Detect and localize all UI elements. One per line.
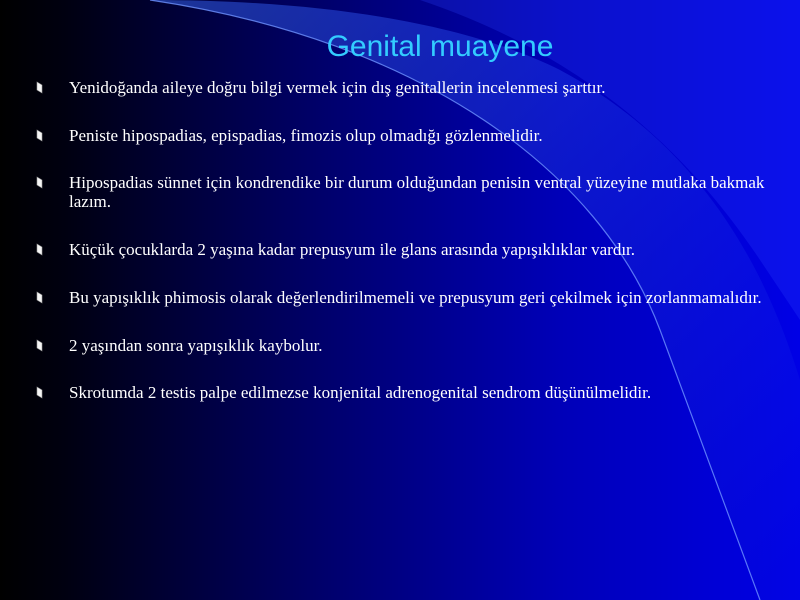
bullet-item xyxy=(0,78,769,97)
bullet-list xyxy=(0,78,800,431)
bullet-item xyxy=(0,173,769,211)
bullet-marker-icon xyxy=(36,386,43,399)
bullet-text: Peniste hipospadias, epispadias, fimozis olup olmadığı gözlenmelidir. xyxy=(69,126,543,145)
bullet-item xyxy=(0,336,769,355)
bullet-text: 2 yaşından sonra yapışıklık kaybolur. xyxy=(69,336,323,355)
bullet-text: Bu yapışıklık phimosis olarak değerlendirilmemeli ve prepusyum geri çekilmek için zorlanmamalıdır. xyxy=(69,288,762,307)
bullet-marker-icon xyxy=(36,243,43,256)
bullet-item xyxy=(0,383,769,402)
bullet-item xyxy=(0,288,769,307)
bullet-text: Hipospadias sünnet için kondrendike bir durum olduğundan penisin ventral yüzeyine mutlaka bakmak lazım. xyxy=(69,173,765,211)
bullet-marker-icon xyxy=(36,129,43,142)
bullet-marker-icon xyxy=(36,81,43,94)
slide-title: Genital muayene xyxy=(326,30,554,63)
bullet-item xyxy=(0,126,769,145)
bullet-text: Küçük çocuklarda 2 yaşına kadar prepusyum ile glans arasında yapışıklıklar vardır. xyxy=(69,240,636,259)
bullet-marker-icon xyxy=(36,176,43,189)
bullet-text: Yenidoğanda aileye doğru bilgi vermek için dış genitallerin incelenmesi şarttır. xyxy=(69,78,606,97)
bullet-text: Skrotumda 2 testis palpe edilmezse konjenital adrenogenital sendrom düşünülmelidir. xyxy=(69,383,652,402)
bullet-marker-icon xyxy=(36,339,43,352)
bullet-item xyxy=(0,240,769,259)
bullet-marker-icon xyxy=(36,291,43,304)
